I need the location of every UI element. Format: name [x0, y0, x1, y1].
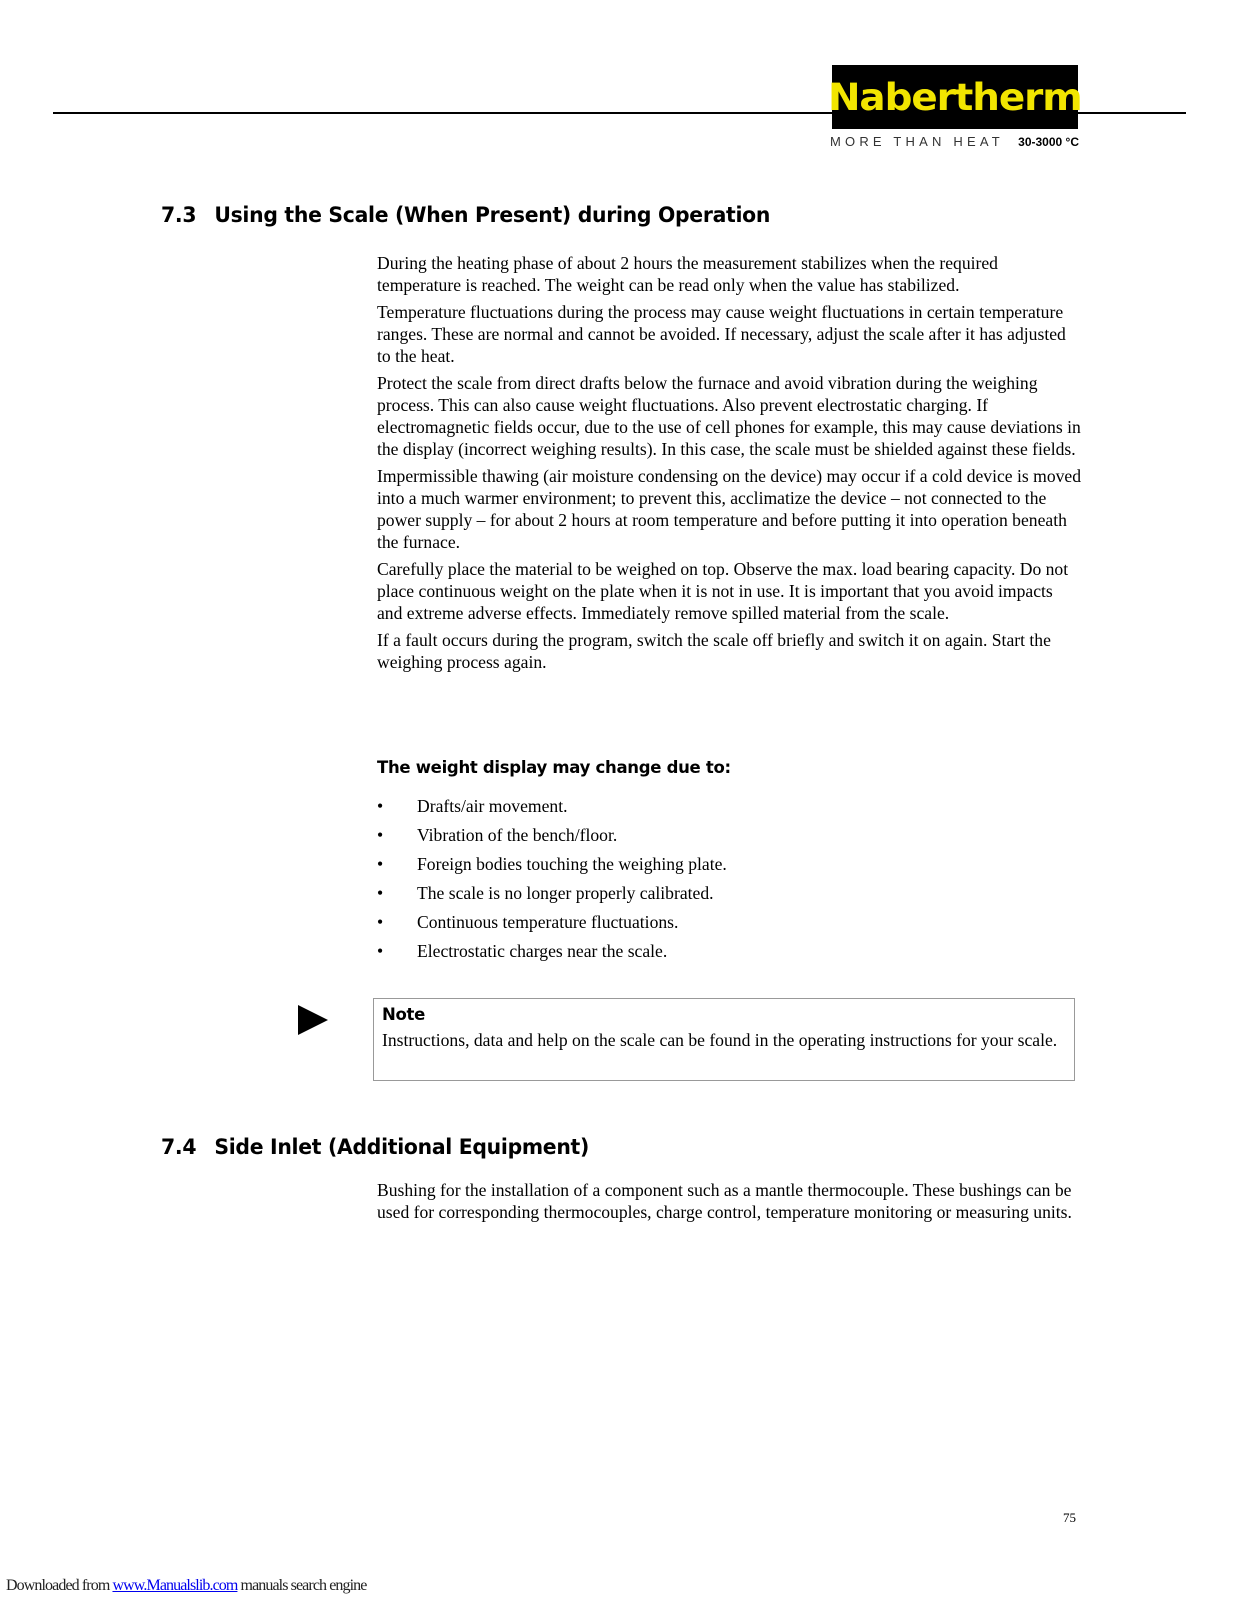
list-item [377, 853, 727, 882]
list-item-text: Electrostatic charges near the scale. [417, 941, 668, 961]
manualslib-link[interactable]: www.Manualslib.com [112, 1577, 238, 1594]
paragraph: Protect the scale from direct drafts below the furnace and avoid vibration during the weighing process. This can also cause weight fluctuations. Also prevent electrostatic charging. If electromagnetic fields occur, due to the use of cell phones for example, this may cause deviations in the display (incorrect weighing results). In this case, the scale must be shielded against these fields. [377, 373, 1081, 459]
section-7-3-body [377, 252, 1082, 678]
weight-display-subheading: The weight display may change due to: [377, 758, 731, 777]
nabertherm-logo [828, 65, 1082, 129]
section-7-4-body [377, 1179, 1082, 1228]
section-7-3-heading [161, 203, 770, 227]
list-item [377, 911, 727, 940]
list-item-text: Continuous temperature fluctuations. [417, 912, 679, 932]
paragraph: During the heating phase of about 2 hours the measurement stabilizes when the required temperature is reached. The weight can be read only when the value has stabilized. [377, 253, 998, 295]
section-title: Using the Scale (When Present) during Operation [214, 203, 771, 227]
bullet-icon: • [377, 854, 384, 874]
section-number: 7.3 [161, 203, 197, 227]
note-title: Note [382, 1005, 426, 1024]
paragraph: Bushing for the installation of a component such as a mantle thermocouple. These bushings can be used for corresponding thermocouples, charge control, temperature monitoring or measuring units. [377, 1180, 1072, 1222]
list-item-text: Foreign bodies touching the weighing plate. [417, 854, 727, 874]
list-item-text: Drafts/air movement. [417, 796, 568, 816]
list-item [377, 882, 727, 911]
footer-prefix: Downloaded from [6, 1577, 113, 1594]
tagline-words: MORE THAN HEAT [830, 134, 1004, 149]
bullet-icon: • [377, 941, 384, 961]
weight-change-causes-list [377, 795, 727, 969]
list-item [377, 940, 727, 969]
note-box [373, 998, 1075, 1081]
section-7-4-heading [161, 1135, 589, 1159]
note-text: Instructions, data and help on the scale can be found in the operating instructions for your scale. [382, 1030, 1058, 1050]
arrow-right-icon [298, 1005, 328, 1035]
list-item-text: The scale is no longer properly calibrated. [417, 883, 714, 903]
bullet-icon: • [377, 912, 384, 932]
bullet-icon: • [377, 796, 384, 816]
list-item [377, 824, 727, 853]
bullet-icon: • [377, 825, 384, 845]
paragraph: Impermissible thawing (air moisture condensing on the device) may occur if a cold device is moved into a much warmer environment; to prevent this, acclimatize the device – not connected to the power supply – for about 2 hours at room temperature and before putting it into operation beneath the furnace. [377, 466, 1082, 552]
paragraph: If a fault occurs during the program, switch the scale off briefly and switch it on again. Start the weighing process again. [377, 630, 1051, 672]
tagline-temperature: 30-3000 °C [1018, 135, 1079, 149]
list-item [377, 795, 727, 824]
paragraph: Temperature fluctuations during the process may cause weight fluctuations in certain temperature ranges. These are normal and cannot be avoided. If necessary, adjust the scale after it has adjusted to the heat. [377, 302, 1066, 366]
list-item-text: Vibration of the bench/floor. [417, 825, 618, 845]
bullet-icon: • [377, 883, 384, 903]
download-footer [6, 1577, 366, 1595]
logo-text: Nabertherm [828, 75, 1082, 119]
section-number: 7.4 [161, 1135, 197, 1159]
footer-suffix: manuals search engine [237, 1577, 367, 1594]
section-title: Side Inlet (Additional Equipment) [214, 1135, 590, 1159]
paragraph: Carefully place the material to be weighed on top. Observe the max. load bearing capacity. Do not place continuous weight on the plate when it is not in use. It is important that you avoid impacts and extreme adverse effects. Immediately remove spilled material from the scale. [377, 559, 1069, 623]
page-number: 75 [1063, 1510, 1076, 1525]
logo-tagline [830, 134, 1079, 149]
